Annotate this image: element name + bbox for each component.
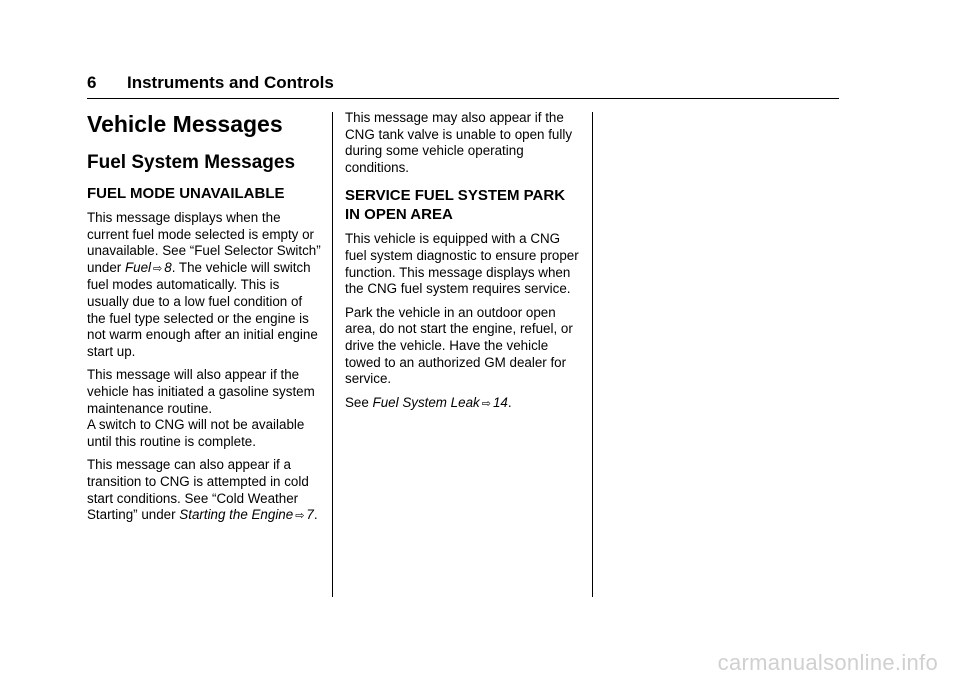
page-arrow-icon: ⇨ [153, 262, 163, 275]
paragraph: This message will also appear if the vehicle has initiated a gasoline system maintenance routine. [87, 367, 315, 416]
column-1 [87, 109, 323, 532]
cross-reference-link[interactable]: Starting the Engine [179, 507, 294, 523]
page-number: 6 [87, 73, 97, 92]
paragraph [87, 457, 323, 524]
text: This message can also appear if a transition to CNG is attempted in cold start conditions. See “Cold Weather Starting” under [87, 457, 309, 523]
text: . The vehicle will switch fuel modes automatically. This is usually due to a low fuel condition of the fuel type selected or the engine is not warm enough after an initial engine start up. [87, 259, 318, 359]
header-rule [87, 98, 839, 99]
page-arrow-icon: ⇨ [481, 397, 491, 410]
column-divider-2 [592, 112, 593, 597]
paragraph: This message may also appear if the CNG tank valve is unable to open fully during some vehicle operating conditions. [345, 110, 573, 175]
page-reference[interactable]: 14 [492, 394, 508, 410]
paragraph: A switch to CNG will not be available until this routine is complete. [87, 417, 305, 449]
text: See [345, 394, 373, 410]
paragraph [87, 210, 323, 360]
cross-reference-link[interactable]: Fuel [124, 259, 152, 275]
column-divider-1 [332, 112, 333, 597]
column-2 [345, 110, 583, 419]
page-reference[interactable]: 7 [306, 507, 314, 523]
page-header [87, 73, 334, 93]
text: This message displays when the current fuel mode selected is empty or unavailable. See “Fuel Selector Switch” under [87, 210, 321, 275]
message-heading-service-fuel-system: SERVICE FUEL SYSTEM PARK IN OPEN AREA [345, 187, 566, 224]
page-arrow-icon: ⇨ [295, 510, 305, 523]
paragraph: This vehicle is equipped with a CNG fuel system diagnostic to ensure proper function. This message displays when the CNG fuel system requires service. [345, 231, 579, 297]
paragraph [345, 395, 583, 413]
message-heading-fuel-mode: FUEL MODE UNAVAILABLE [87, 185, 285, 202]
text: . [313, 507, 318, 523]
section-title: Instruments and Controls [127, 73, 334, 92]
text: . [507, 394, 512, 410]
page-title: Vehicle Messages [87, 111, 283, 137]
section-heading: Fuel System Messages [87, 152, 296, 173]
paragraph: Park the vehicle in an outdoor open area, do not start the engine, refuel, or drive the vehicle. Have the vehicle towed to an authorized GM dealer for service. [345, 304, 573, 387]
page-reference[interactable]: 8 [164, 259, 172, 275]
cross-reference-link[interactable]: Fuel System Leak [372, 394, 480, 410]
watermark: carmanualsonline.info [717, 650, 938, 675]
